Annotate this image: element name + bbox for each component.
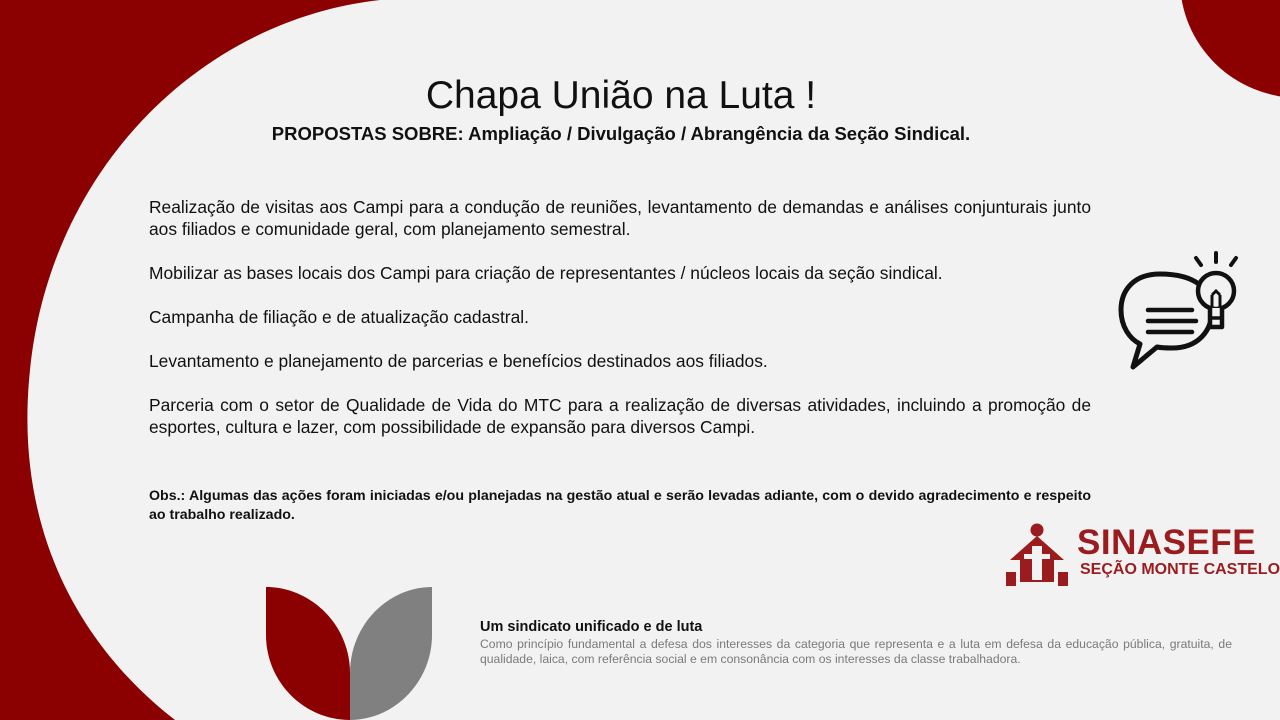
leaves-decoration (266, 587, 434, 720)
sinasefe-logo (1002, 522, 1280, 588)
proposal-item: Mobilizar as bases locais dos Campi para criação de representantes / núcleos locais da seção sindical. (149, 263, 943, 283)
page-subtitle: PROPOSTAS SOBRE: Ampliação / Divulgação / Abrangência da Seção Sindical. (271, 123, 971, 144)
proposal-item: Parceria com o setor de Qualidade de Vida do MTC para a realização de diversas atividades, incluindo a promoção de esportes, cultura e lazer, com possibilidade de expansão para diversos Campi. (149, 395, 1091, 437)
logo-emblem-icon (1002, 522, 1072, 588)
page-title: Chapa União na Luta ! (425, 74, 817, 117)
proposal-item: Campanha de filiação e de atualização cadastral. (149, 307, 529, 327)
speech-bubble-lightbulb-icon (1112, 248, 1244, 376)
proposal-item: Realização de visitas aos Campi para a condução de reuniões, levantamento de demandas e análises conjunturais junto aos filiados e comunidade geral, com planejamento semestral. (149, 197, 1091, 239)
proposals-list (149, 196, 1091, 460)
logo-section: SEÇÃO MONTE CASTELO (1080, 561, 1280, 578)
observation-note: Obs.: Algumas das ações foram iniciadas e/ou planejadas na gestão atual e serão levadas adiante, com o devido agradecimento e respeito ao trabalho realizado. (149, 488, 1091, 523)
logo-name: SINASEFE (1077, 523, 1257, 562)
footer-title: Um sindicato unificado e de luta (480, 619, 703, 635)
proposal-item: Levantamento e planejamento de parcerias e benefícios destinados aos filiados. (149, 351, 768, 371)
footer-text: Como princípio fundamental a defesa dos interesses da categoria que representa e a luta em defesa da educação pública, gratuita, de qualidade, laica, com referência social e em consonância com os interesses da classe trabalhadora. (480, 637, 1232, 666)
